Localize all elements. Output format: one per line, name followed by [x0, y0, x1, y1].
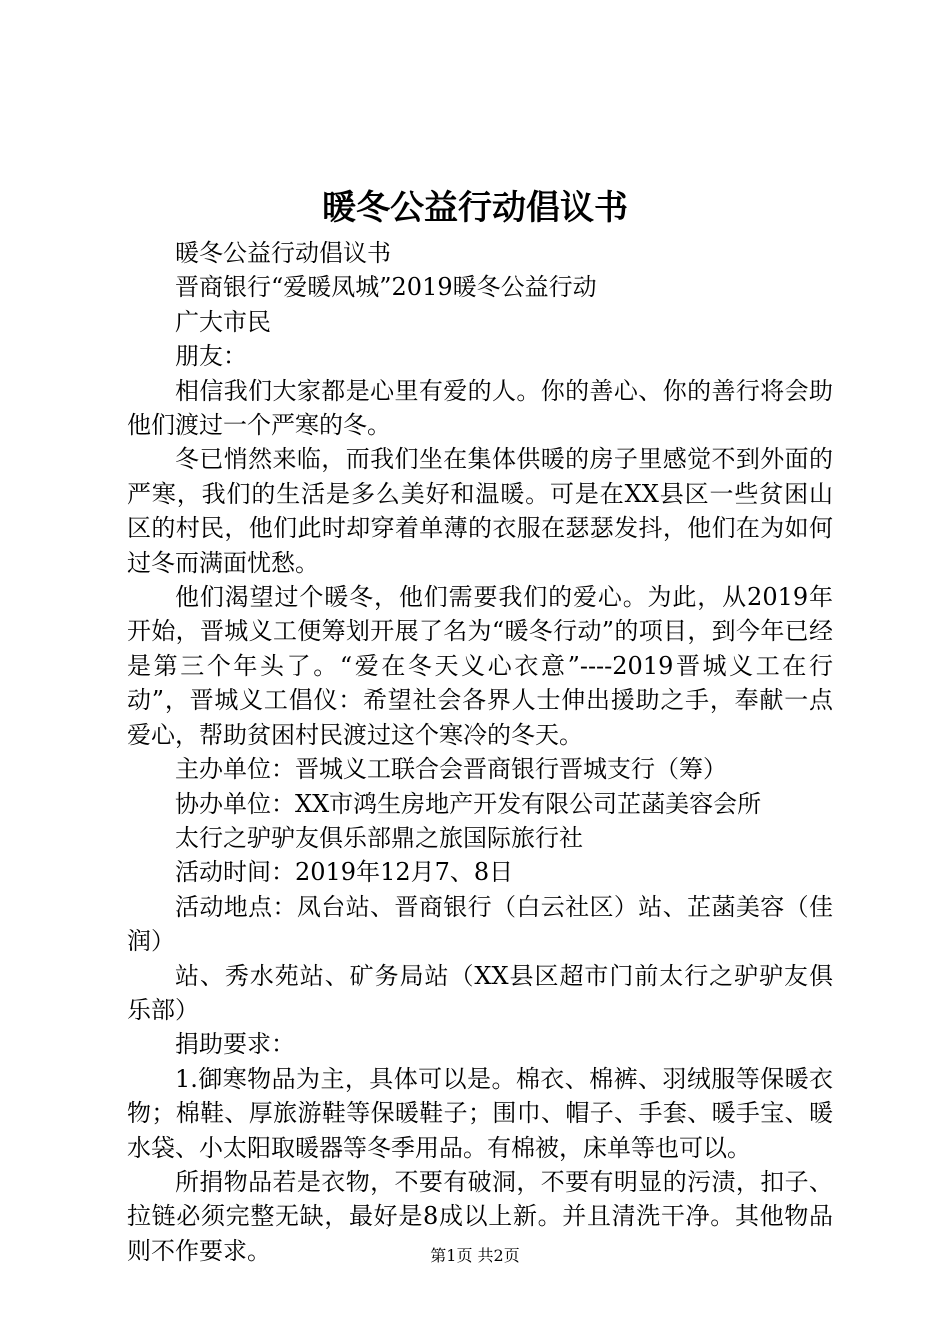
paragraph-co-organizer-cont: 太行之驴驴友俱乐部鼎之旅国际旅行社: [175, 823, 583, 852]
paragraph-heading-repeat: 暖冬公益行动倡议书: [175, 239, 391, 267]
page-footer: 第1页 共2页: [430, 1246, 520, 1265]
paragraph-requirement-1: 1.御寒物品为主，具体可以是。棉衣、棉裤、羽绒服等保暖衣物；棉鞋、厚旅游鞋等保暖鞋子；围巾、帽子、手套、暖手宝、暖水袋、小太阳取暖器等冬季用品。有棉被，床单等也可以。: [127, 1064, 833, 1162]
paragraph-salutation-1: 广大市民: [175, 307, 271, 336]
paragraph-salutation-2: 朋友：: [175, 342, 247, 371]
paragraph-winter: 冬已悄然来临，而我们坐在集体供暖的房子里感觉不到外面的严寒，我们的生活是多么美好和温暖。可是在XX县区一些贫困山区的村民，他们此时却穿着单薄的衣服在瑟瑟发抖，他们在为如何过冬而满面忧愁。: [127, 445, 833, 577]
paragraph-event-time: 活动时间：2019年12月7、8日: [175, 858, 514, 887]
paragraph-appeal: 他们渴望过个暖冬，他们需要我们的爱心。为此，从2019年开始，晋城义工便筹划开展了名为“暖冬行动”的项目，到今年已经是第三个年头了。“爱在冬天义心衣意”----2019晋城义工在行动”，晋城义工倡仪：希望社会各界人士伸出援助之手，奉献一点爱心，帮助贫困村民渡过这个寒冷的冬天。: [127, 583, 833, 749]
paragraph-organizer: 主办单位：晋城义工联合会晋商银行晋城支行（筹）: [175, 755, 727, 784]
paragraph-donation-requirements: 捐助要求：: [175, 1030, 295, 1059]
paragraph-intro: 相信我们大家都是心里有爱的人。你的善心、你的善行将会助他们渡过一个严寒的冬。: [127, 376, 833, 440]
document-title: 暖冬公益行动倡议书: [322, 188, 628, 228]
paragraph-campaign-name: 晋商银行“爱暖凤城”2019暖冬公益行动: [175, 273, 597, 302]
paragraph-event-location-cont: 站、秀水苑站、矿务局站（XX县区超市门前太行之驴驴友俱乐部）: [127, 961, 833, 1024]
document-body: [127, 236, 833, 1268]
paragraph-co-organizer: 协办单位：XX市鸿生房地产开发有限公司芷菡美容会所: [175, 789, 762, 818]
paragraph-event-location: 活动地点：凤台站、晋商银行（白云社区）站、芷菡美容（佳润）: [127, 892, 833, 956]
paragraph-requirement-clothing: 所捐物品若是衣物，不要有破洞，不要有明显的污渍，扣子、拉链必须完整无缺，最好是8成以上新。并且清洗干净。其他物品则不作要求。: [127, 1167, 833, 1265]
